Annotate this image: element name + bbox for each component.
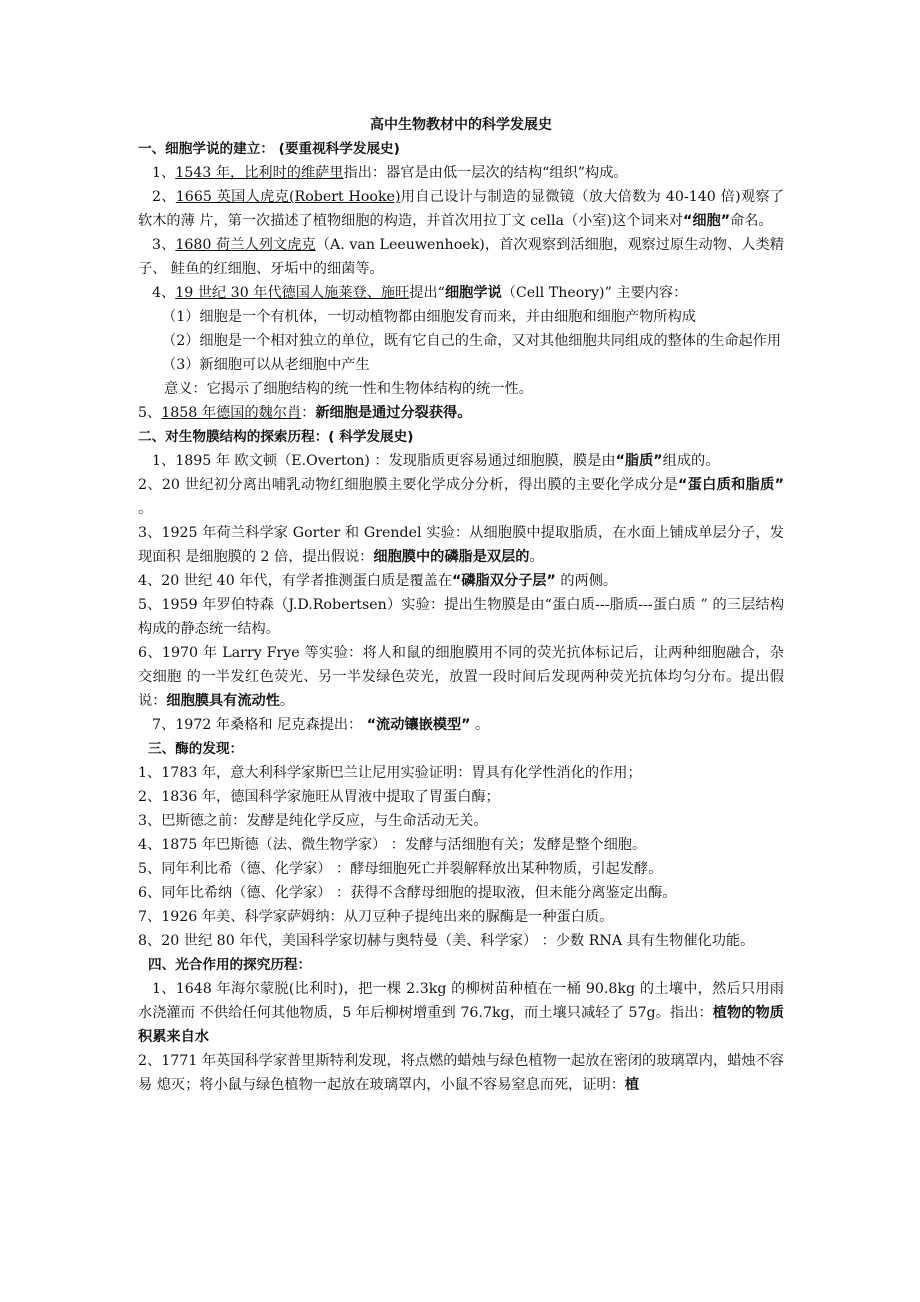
paragraph-1-3: 3、1680 荷兰人列文虎克（A. van Leeuwenhoek)，首次观察到活细胞，观察过原生动物、人类精子、 鲑鱼的红细胞、牙垢中的细菌等。 [138,237,784,277]
content-point-3: （3）新细胞可以从老细胞中产生 [162,357,370,373]
paragraph-4-2: 2、1771 年英国科学家普里斯特利发现，将点燃的蜡烛与绿色植物一起放在密闭的玻璃罩内，蜡烛不容易 熄灭；将小鼠与绿色植物一起放在玻璃罩内，小鼠不容易窒息而死，证明：植 [138,1053,784,1093]
section-heading-cell-theory: 一、细胞学说的建立： (要重视科学发展史) [138,141,400,157]
paragraph-2-1: 1、1895 年 欧文顿（E.Overton) ：发现脂质更容易通过细胞膜，膜是由“脂质”组成的。 [152,453,720,469]
paragraph-1-4: 4、19 世纪 30 年代德国人施莱登、施旺提出“细胞学说（Cell Theory)” 主要内容： [152,285,688,301]
enzyme-item: 1、1783 年，意大利科学家斯巴兰让尼用实验证明：胃具有化学性消化的作用； [138,765,642,781]
enzyme-item: 8、20 世纪 80 年代，美国科学家切赫与奥特曼（美、科学家） ：少数 RNA 具有生物催化功能。 [138,933,755,949]
section-heading-enzymes: 三、酶的发现： [148,741,244,757]
section-heading-photosynthesis: 四、光合作用的探究历程： [148,957,312,973]
paragraph-2-4: 4、20 世纪 40 年代，有学者推测蛋白质是覆盖在“磷脂双分子层” 的两侧。 [138,573,618,589]
enzyme-item: 4、1875 年巴斯德（法、微生物学家） ：发酵与活细胞有关；发酵是整个细胞。 [138,837,647,853]
enzyme-item: 2、1836 年，德国科学家施旺从胃液中提取了胃蛋白酶； [138,789,500,805]
paragraph-2-7: 7、1972 年桑格和 尼克森提出： “流动镶嵌模型” 。 [152,717,490,733]
significance-note: 意义：它揭示了细胞结构的统一性和生物体结构的统一性。 [164,381,533,397]
paragraph-2-3: 3、1925 年荷兰科学家 Gorter 和 Grendel 实验：从细胞膜中提取脂质，在水面上铺成单层分子，发现面积 是细胞膜的 2 倍，提出假说：细胞膜中的磷脂是双层的。 [138,525,784,565]
paragraph-1-1: 1、1543 年，比利时的维萨里指出：器官是由低一层次的结构“组织”构成。 [152,165,628,181]
enzyme-item: 5、同年利比希（德、化学家） ：酵母细胞死亡并裂解释放出某种物质，引起发酵。 [138,861,663,877]
page-title: 高中生物教材中的科学发展史 [370,117,552,133]
paragraph-2-2: 2、20 世纪初分离出哺乳动物红细胞膜主要化学成分分析，得出膜的主要化学成分是“蛋白质和脂质” 。 [138,477,784,517]
paragraph-2-5: 5、1959 年罗伯特森（J.D.Robertsen）实验：提出生物膜是由“蛋白质---脂质---蛋白质 ” 的三层结构构成的静态统一结构。 [138,597,785,637]
paragraph-1-2: 2、1665 英国人虎克(Robert Hooke)用自己设计与制造的显微镜（放大倍数为 40-140 倍)观察了软木的薄 片，第一次描述了植物细胞的构造，并首次用拉丁文 cella（小室)这个词来对“细胞”命名。 [138,189,784,229]
paragraph-1-5: 5、1858 年德国的魏尔肖：新细胞是通过分裂获得。 [138,405,472,421]
content-point-1: （1）细胞是一个有机体，一切动植物都由细胞发育而来，并由细胞和细胞产物所构成 [162,309,696,325]
paragraph-4-1: 1、1648 年海尔蒙脱(比利时)，把一棵 2.3kg 的柳树苗种植在一桶 90.8kg 的土壤中，然后只用雨水浇灌而 不供给任何其他物质，5 年后柳树增重到 76.7kg，而土壤只减轻了 57g。指出：植物的物质积累来自水 [138,981,784,1045]
enzyme-item: 3、巴斯德之前：发酵是纯化学反应，与生命活动无关。 [138,813,488,829]
section-heading-membrane: 二、对生物膜结构的探索历程：( 科学发展史) [138,429,414,445]
content-point-2: （2）细胞是一个相对独立的单位，既有它自己的生命，又对其他细胞共同组成的整体的生命起作用 [162,333,782,349]
document-body [138,113,784,1097]
enzyme-item: 6、同年比希纳（德、化学家） ：获得不含酵母细胞的提取液，但未能分离鉴定出酶。 [138,885,677,901]
enzyme-item: 7、1926 年美、科学家萨姆纳：从刀豆种子提纯出来的脲酶是一种蛋白质。 [138,909,614,925]
paragraph-2-6: 6、1970 年 Larry Frye 等实验：将人和鼠的细胞膜用不同的荧光抗体标记后，让两种细胞融合，杂交细胞 的一半发红色荧光、另一半发绿色荧光，放置一段时间后发现两种荧光抗体均匀分布。提出假说：细胞膜具有流动性。 [138,645,784,709]
